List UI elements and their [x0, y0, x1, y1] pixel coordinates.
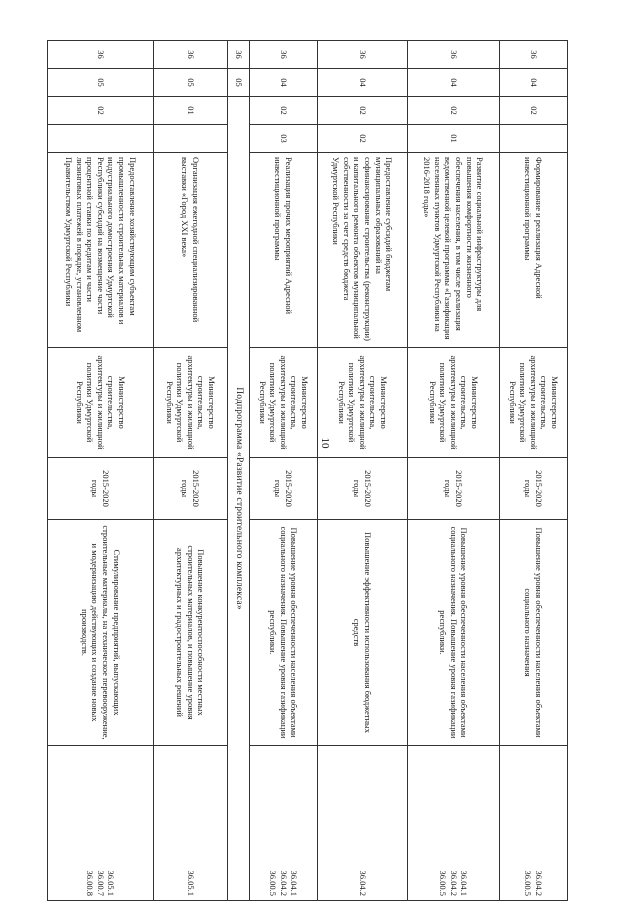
executor: Министерство строительства, архитектуры и жилищной политики Удмуртской Республики [408, 348, 500, 458]
expected-result: Повышение конкурентоспособности местных строительных материалов, и повышение уровня архитектурных и градостроительных решений [154, 520, 228, 746]
indicator-link: 36.05.1 [154, 746, 228, 901]
code-gp: 36 [154, 41, 228, 69]
executor: Министерство строительства, архитектуры и жилищной политики Удмуртской Республики [48, 348, 154, 458]
code-gp: 36 [318, 41, 408, 69]
measure-name: Реализация прочих мероприятий Адресной инвестиционной программы [250, 153, 318, 348]
executor: Министерство строительства, архитектуры и жилищной политики Удмуртской Республики [500, 348, 568, 458]
code-om: 02 [48, 97, 154, 125]
code-pp: 04 [500, 69, 568, 97]
executor: Министерство строительства, архитектуры и жилищной политики Удмуртской Республики [154, 348, 228, 458]
expected-result: Повышение уровня обеспеченности населения объектами социального назначения. Повышение уровня газификации республики. [408, 520, 500, 746]
code-m [154, 125, 228, 153]
indicator-link: 36.04.1 36.04.2 36.00.5 [408, 746, 500, 901]
code-om: 02 [250, 97, 318, 125]
table-row [500, 41, 568, 901]
indicator-link: 36.05.1 36.00.7 36.00.8 [48, 746, 154, 901]
subprogram-row [228, 41, 250, 901]
code-pp: 05 [48, 69, 154, 97]
code-pp: 05 [154, 69, 228, 97]
code-gp: 36 [48, 41, 154, 69]
measure-name: Развитие социальной инфраструктуры для повышения комфортности жизненного обеспечения населения, в том числе реализация ведомственной целевой программы «Газификация населенных пунктов Удмуртской Республики на 2016-2018 годы» [408, 153, 500, 348]
indicator-link: 36.04.2 [318, 746, 408, 901]
code-om: 01 [154, 97, 228, 125]
code-gp: 36 [228, 41, 250, 69]
executor: Министерство строительства, архитектуры и жилищной политики Удмуртской Республики [318, 348, 408, 458]
table-row [250, 41, 318, 901]
expected-result: Повышение уровня обеспеченности населения объектами социального назначения. Повышение уровня газификации республики. [250, 520, 318, 746]
period: 2015-2020 годы [408, 458, 500, 520]
code-pp: 05 [228, 69, 250, 97]
measure-name: Организация ежегодной специализированной выставки «Город XXI века» [154, 153, 228, 348]
measure-name: Формирование и реализация Адресной инвестиционной программы [500, 153, 568, 348]
code-gp: 36 [250, 41, 318, 69]
indicator-link: 36.04.2 36.00.5 [500, 746, 568, 901]
measure-name: Предоставление хозяйствующим субъектам промышленности строительных материалов и индустриального домостроения Удмуртской Республики субсидий на возмещение части процентной ставки по кредитам и части лизинговых платежей в порядке, установленном Правительством Удмуртской Республики [48, 153, 154, 348]
program-table-rotated [48, 40, 568, 900]
executor: Министерство строительства, архитектуры и жилищной политики Удмуртской Республики [250, 348, 318, 458]
indicator-link: 36.04.1 36.04.2 36.00.5 [250, 746, 318, 901]
expected-result: Стимулирование предприятий, выпускающих строительные материалы, на техническое перевооружение, и модернизацию действующих и создание новых производств. [48, 520, 154, 746]
page-number: 10 [319, 437, 331, 449]
expected-result: Повышение эффективности использования бюджетных средств [318, 520, 408, 746]
measure-name: Предоставление субсидий бюджетам муниципальных образований на софинансирование строительства (реконструкции) и капитального ремонта объектов муниципальной собственности за счет средств бюджета Удмуртской Республики [318, 153, 408, 348]
code-m: 03 [250, 125, 318, 153]
table-row [48, 41, 154, 901]
period: 2015-2020 годы [500, 458, 568, 520]
code-gp: 36 [408, 41, 500, 69]
code-m [48, 125, 154, 153]
code-om: 02 [318, 97, 408, 125]
table-row [318, 41, 408, 901]
subprogram-title: Подпрограмма «Развитие строительного комплекса» [228, 97, 250, 901]
code-om: 02 [408, 97, 500, 125]
program-table [47, 40, 568, 901]
period: 2015-2020 годы [48, 458, 154, 520]
code-m [500, 125, 568, 153]
code-gp: 36 [500, 41, 568, 69]
code-pp: 04 [250, 69, 318, 97]
code-om: 02 [500, 97, 568, 125]
period: 2015-2020 годы [250, 458, 318, 520]
code-pp: 04 [408, 69, 500, 97]
period: 2015-2020 годы [154, 458, 228, 520]
code-m: 02 [318, 125, 408, 153]
expected-result: Повышение уровня обеспеченности населения объектами социального назначения [500, 520, 568, 746]
code-m: 01 [408, 125, 500, 153]
table-row [154, 41, 228, 901]
period: 2015-2020 годы [318, 458, 408, 520]
table-row [408, 41, 500, 901]
code-pp: 04 [318, 69, 408, 97]
